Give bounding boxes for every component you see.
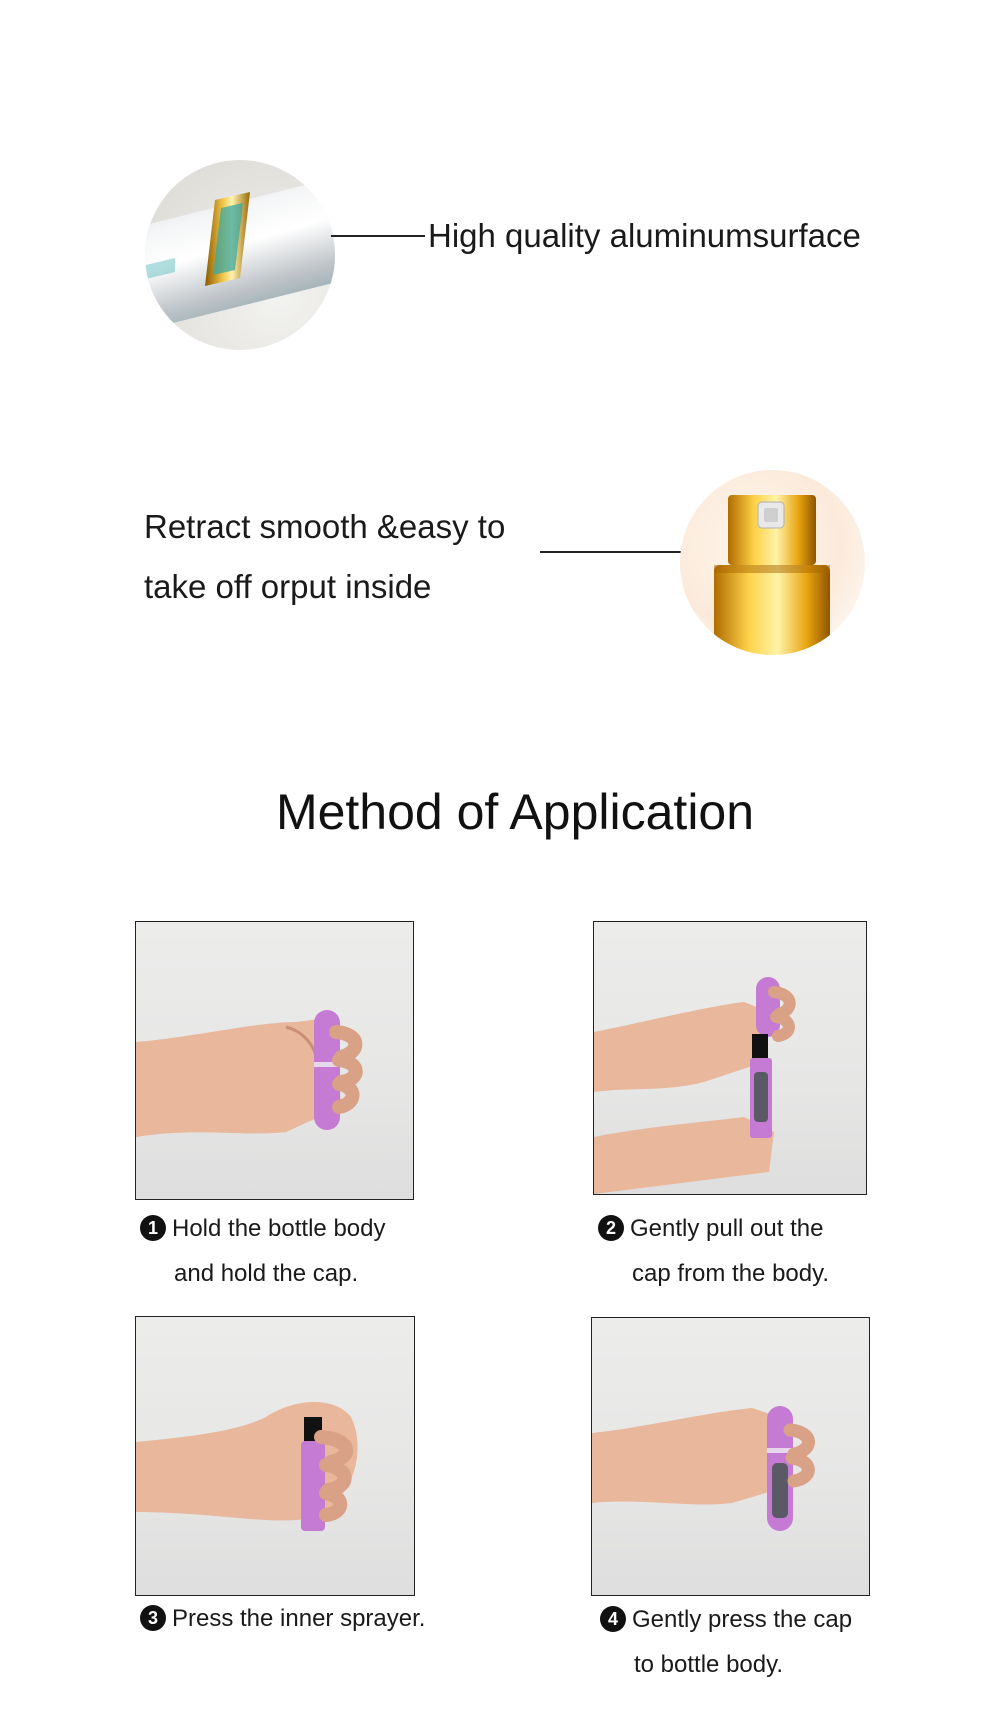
step-number-badge: 2 <box>598 1215 624 1241</box>
step-1-caption <box>140 1206 385 1296</box>
step-text: cap from the body. <box>632 1260 829 1287</box>
step-text: Gently pull out the <box>630 1215 824 1242</box>
step-2-photo <box>593 921 867 1195</box>
feature-label-line: take off orput inside <box>144 568 432 605</box>
section-title: Method of Application <box>275 784 755 840</box>
gold-sprayer-cap-icon <box>680 470 865 655</box>
step-text: Press the inner sprayer. <box>172 1605 426 1632</box>
step-text: Gently press the cap <box>632 1606 853 1633</box>
step-number-badge: 1 <box>140 1215 166 1241</box>
sprayer-cap-closeup <box>680 470 865 655</box>
callout-line <box>331 235 425 237</box>
step-number-badge: 3 <box>140 1605 166 1631</box>
step-1-photo <box>135 921 414 1200</box>
aluminum-ring-icon <box>145 160 335 350</box>
step-number-badge: 4 <box>600 1606 626 1632</box>
aluminum-surface-closeup <box>145 160 335 350</box>
step-3-photo <box>135 1316 415 1596</box>
step-text: to bottle body. <box>634 1651 783 1678</box>
step-text: Hold the bottle body <box>172 1215 386 1242</box>
callout-line <box>540 551 684 553</box>
feature-label-retract <box>144 497 544 617</box>
step-3-caption <box>140 1596 425 1641</box>
step-4-caption <box>600 1597 852 1687</box>
feature-label-aluminum: High quality aluminumsurface <box>428 217 861 254</box>
feature-label-line: Retract smooth &easy to <box>144 508 506 545</box>
step-4-photo <box>591 1317 870 1596</box>
step-text: and hold the cap. <box>174 1260 359 1287</box>
step-2-caption <box>598 1206 829 1296</box>
